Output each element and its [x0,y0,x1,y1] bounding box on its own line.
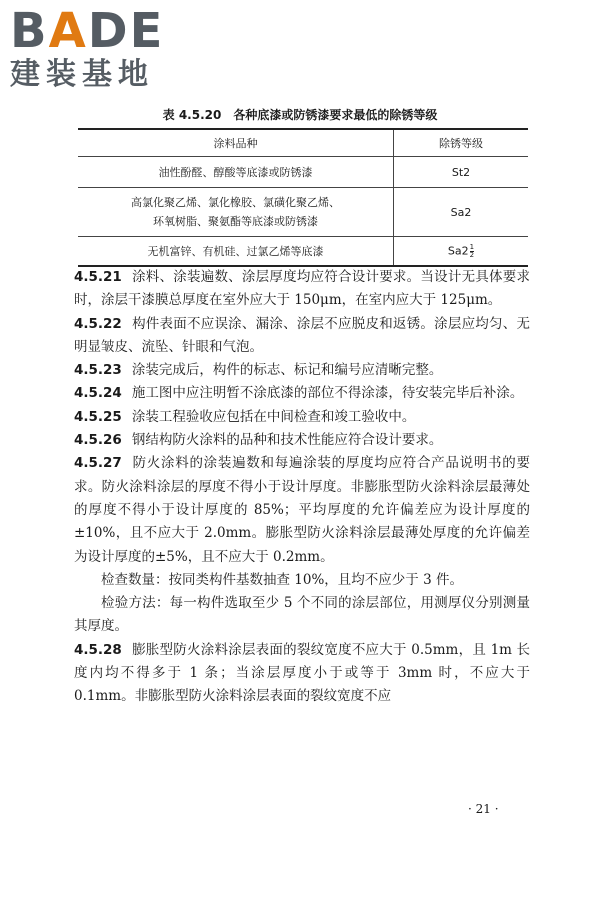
clause-number: 4.5.24 [74,385,122,402]
coating-type-cell: 无机富锌、有机硅、过氯乙烯等底漆 [78,237,394,267]
logo-subtitle: 建装基地 [10,57,154,92]
table-row [78,157,528,188]
rust-grade-cell: St2 [394,157,529,188]
clause-text: 涂料、涂装遍数、涂层厚度均应符合设计要求。当设计无具体要求时，涂层干漆膜总厚度在室外应大于 150μm，在室内应大于 125μm。 [74,269,530,309]
column-header-coating-type: 涂料品种 [78,129,394,157]
clause-number: 4.5.26 [74,432,122,449]
clause [74,359,530,382]
clause-text: 构件表面不应误涂、漏涂、涂层不应脱皮和返锈。涂层应均匀、无明显皱皮、流坠、针眼和气泡。 [74,315,530,355]
clause [74,429,530,452]
coating-type-cell: 油性酚醛、醇酸等底漆或防锈漆 [78,157,394,188]
clause-text: 涂装完成后，构件的标志、标记和编号应清晰完整。 [131,362,443,379]
clause [74,266,530,313]
clause-number: 4.5.21 [74,269,122,285]
page-number: · 21 · [468,802,499,816]
clause-number: 4.5.22 [74,315,122,332]
clause [74,406,530,429]
rust-removal-grade-table [78,128,528,267]
column-header-rust-grade: 除锈等级 [394,129,529,157]
table-row [78,188,528,237]
clause-text: 钢结构防火涂料的品种和技术性能应符合设计要求。 [131,432,443,449]
document-body [74,266,530,709]
clause-text: 膨胀型防火涂料涂层表面的裂纹宽度不应大于 0.5mm，且 1m 长度内均不得多于 1 条；当涂层厚度小于或等于 3mm 时，不应大于 0.1mm。非膨胀型防火涂料涂层表面的裂纹宽度不应 [74,641,530,705]
clause [74,382,530,405]
clause-number: 4.5.27 [74,455,122,472]
rust-grade-cell: Sa2 $\frac{1}{2}$ [394,237,529,267]
check-quantity: 检查数量：按同类构件基数抽查 10%，且均不应少于 3 件。 [101,571,463,588]
logo [10,3,165,92]
clause-text: 施工图中应注明暂不涂底漆的部位不得涂漆，待安装完毕后补涂。 [131,385,524,402]
clause-number: 4.5.25 [74,408,122,425]
check-method: 检验方法：每一构件选取至少 5 个不同的涂层部位，用测厚仪分别测量其厚度。 [74,595,530,635]
clause [74,639,530,709]
logo-wordmark: BADE [10,3,165,59]
table-caption: 表 4.5.20 各种底漆或防锈漆要求最低的除锈等级 [162,108,438,122]
clause [74,313,530,360]
table-row [78,237,528,267]
clause [74,452,530,568]
table-header-row [78,129,528,157]
clause-number: 4.5.23 [74,362,122,379]
rust-grade-cell: Sa2 [394,188,529,237]
fraction: $\frac{1}{2}$ [469,242,475,259]
clause-number: 4.5.28 [74,641,122,658]
coating-type-cell: 高氯化聚乙烯、氯化橡胶、氯磺化聚乙烯、 环氧树脂、聚氨酯等底漆或防锈漆 [78,188,394,237]
clause-text: 涂装工程验收应包括在中间检查和竣工验收中。 [131,408,416,425]
clause-text: 防火涂料的涂装遍数和每遍涂装的厚度均应符合产品说明书的要求。防火涂料涂层的厚度不得小于设计厚度。非膨胀型防火涂料涂层最薄处的厚度不得小于设计厚度的 85%；平均厚度的允许偏差应为设计厚度的±10%，且不应大于 2.0mm。膨胀型防火涂料涂层最薄处厚度的允许偏差为设计厚度的±5%，且不应大于 0.2mm。 [74,455,530,565]
